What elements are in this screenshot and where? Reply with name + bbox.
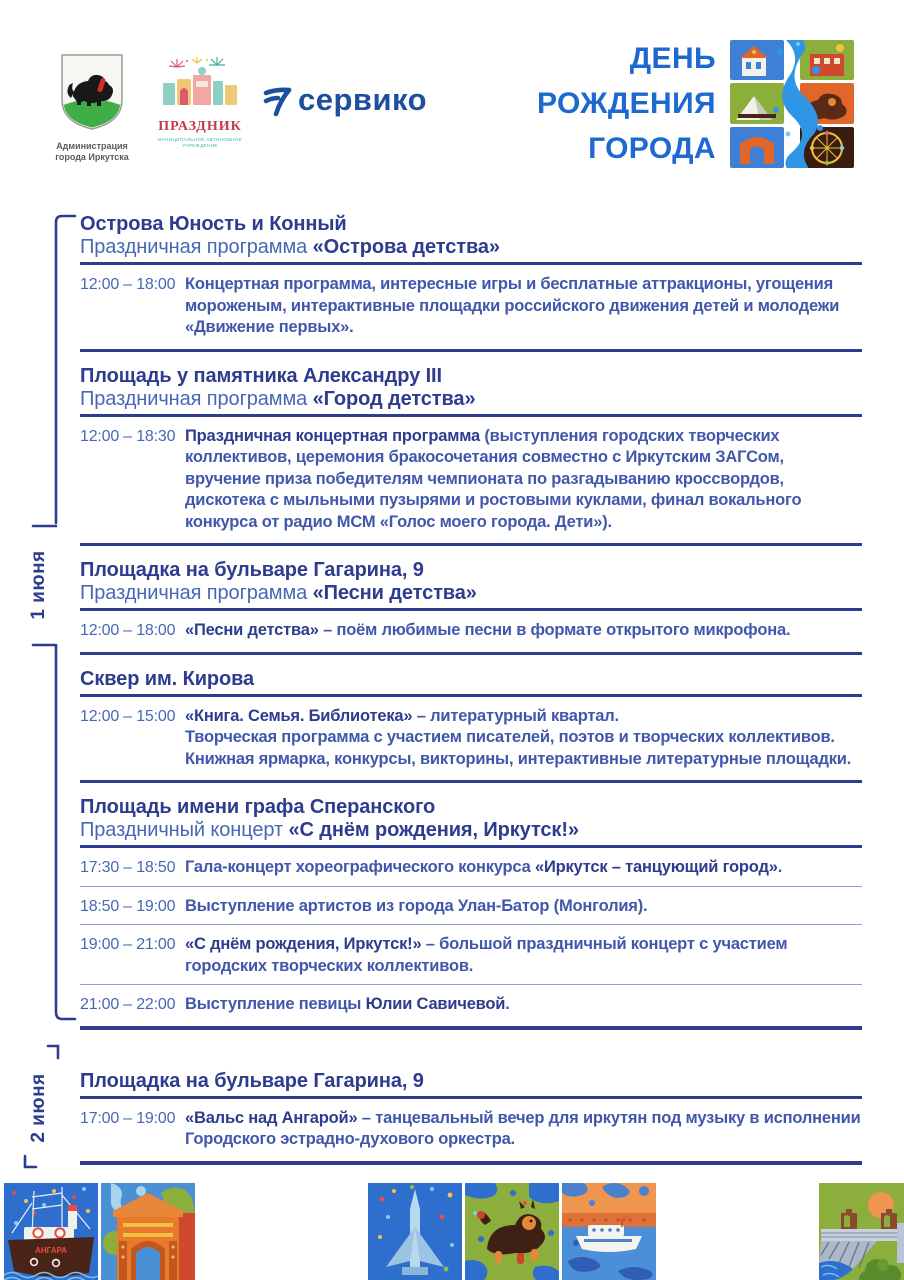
event-row [80, 611, 862, 649]
prazdnik-logo [152, 55, 248, 149]
text: Праздничная программа [80, 236, 313, 258]
fireworks-town-icon [155, 55, 245, 113]
event-time: 21:00 – 22:00 [80, 996, 176, 1013]
triumphal-arch-tile [101, 1183, 195, 1280]
event-time: 12:00 – 18:00 [80, 622, 176, 639]
event-description [185, 1108, 862, 1151]
text-bold: «Вальс над Ангарой» [185, 1108, 358, 1127]
text: Выступление артистов из города Улан-Батор (Монголия). [185, 896, 648, 915]
section-end-divider [80, 349, 862, 352]
text: Гала-концерт хореографического конкурса [185, 858, 535, 876]
event-description [185, 896, 862, 918]
event-section [80, 668, 862, 784]
section-subtitle [80, 582, 862, 605]
event-row [80, 697, 862, 778]
text: Выступление певицы [185, 995, 366, 1013]
poster-title-line: ДЕНЬ [629, 42, 716, 75]
text-bold: «С днём рождения, Иркутск!» [288, 819, 579, 841]
text-bold: «Песни детства» [185, 621, 319, 639]
text: . [505, 995, 510, 1013]
event-description [185, 426, 862, 534]
event-time: 12:00 – 18:00 [80, 276, 176, 293]
text: . [777, 858, 783, 876]
event-section [80, 559, 862, 655]
serviko-7-icon [262, 83, 294, 117]
rocket-monument-tile [368, 1183, 462, 1280]
poster-title-line: РОЖДЕНИЯ [536, 87, 716, 120]
day-label-june1: 1 июня [28, 550, 49, 620]
svg-text:АНГАРА: АНГАРА [35, 1246, 67, 1255]
event-row [80, 265, 862, 346]
section-end-divider [80, 652, 862, 655]
text: Праздничная программа [80, 582, 313, 604]
section-title: Сквер им. Кирова [80, 667, 255, 690]
event-description [185, 620, 862, 642]
text-bold: Юлии Савичевой [365, 995, 506, 1013]
text-bold: «Иркутск – танцующий город» [534, 858, 778, 876]
text-bold: «Книга. Семья. Библиотека» [185, 706, 413, 725]
event-row [80, 925, 862, 984]
admin-logo [50, 52, 134, 163]
section-end-divider [80, 780, 862, 783]
city-river-collage [728, 40, 856, 168]
event-section [80, 1070, 862, 1165]
event-time: 18:50 – 19:00 [80, 897, 176, 915]
text: Творческая программа с участием писателей, поэтов и творческих коллективов. Книжная ярмарка, конкурсы, викторины, интерактивные литературные площадки. [185, 728, 852, 768]
event-row [80, 848, 862, 886]
section-title: Площадка на бульваре Гагарина, 9 [80, 559, 424, 581]
day-end-divider [80, 1026, 862, 1030]
event-row [80, 887, 862, 925]
section-subtitle [80, 819, 862, 842]
poster-title-line: ГОРОДА [588, 132, 716, 165]
ship-angara-tile [4, 1183, 98, 1280]
section-subtitle [80, 388, 862, 411]
admin-logo-caption: Администрация города Иркутска [55, 141, 129, 162]
event-section [80, 796, 862, 1030]
section-title: Острова Юность и Конный [80, 213, 347, 235]
river-boat-tile [562, 1183, 656, 1280]
dam-tile [819, 1183, 904, 1280]
day-end-divider [80, 1161, 862, 1165]
prazdnik-logo-subtitle: МУНИЦИПАЛЬНОЕ АВТОНОМНОЕ УЧРЕЖДЕНИЕ [157, 137, 243, 148]
event-description [185, 994, 862, 1016]
text: – поём любимые песни в формате открытого микрофона. [318, 621, 791, 639]
day-group [80, 213, 862, 1030]
day-label-june2: 2 июня [28, 1073, 49, 1143]
event-description [185, 857, 862, 879]
text-bold: «Город детства» [312, 387, 476, 410]
event-row [80, 417, 862, 541]
event-time: 19:00 – 21:00 [80, 936, 176, 953]
event-row [80, 1099, 862, 1158]
event-time: 12:00 – 15:00 [80, 707, 176, 725]
serviko-logo-label: сервико [298, 82, 428, 117]
text-bold: «С днём рождения, Иркутск!» [185, 935, 422, 953]
section-subtitle [80, 236, 862, 259]
event-section [80, 365, 862, 547]
text: – литературный квартал. [412, 706, 619, 725]
section-end-divider [80, 543, 862, 546]
schedule [80, 205, 862, 1165]
text: Концертная программа, интересные игры и бесплатные аттракционы, угощения мороженым, интерактивные площадки российского движения детей и молодежи «Движение первых». [185, 275, 840, 336]
text: (выступления городских творческих коллективов, церемония бракосочетания совместно с Иркутским ЗАГСом, вручение приза победителям чемпионата по разгадыванию кроссвордов, дискотека с мыльными пузырями и ростовыми куклами, финал вокального конкурса от радио МСМ «Голос моего города. Дети»). [185, 426, 802, 531]
text-bold: Праздничная концертная программа [185, 426, 480, 445]
text: Праздничная программа [80, 387, 313, 410]
event-time: 17:30 – 18:50 [80, 859, 176, 876]
event-description [185, 274, 862, 339]
event-description [185, 706, 862, 771]
text-bold: «Песни детства» [312, 582, 477, 604]
irkutsk-coat-of-arms-icon [56, 52, 128, 132]
event-description [185, 934, 862, 977]
footer-artwork-strip [0, 1183, 904, 1280]
section-title: Площадь имени графа Сперанского [80, 796, 436, 818]
text: Праздничный концерт [80, 819, 289, 841]
event-time: 12:00 – 18:30 [80, 427, 176, 445]
poster-title [537, 36, 716, 171]
event-row [80, 985, 862, 1023]
section-title: Площадка на бульваре Гагарина, 9 [80, 1069, 424, 1092]
event-time: 17:00 – 19:00 [80, 1109, 176, 1127]
section-title: Площадь у памятника Александру III [80, 364, 442, 387]
text: – большой праздничный концерт с участием городских творческих коллективов. [185, 935, 788, 975]
serviko-logo [262, 82, 427, 118]
text-bold: «Острова детства» [312, 236, 500, 258]
event-section [80, 213, 862, 352]
text: – танцевальный вечер для иркутян под музыку в исполнении Городского эстрадно-духового оркестра. [185, 1108, 861, 1148]
babr-tile [465, 1183, 559, 1280]
day-group [80, 1070, 862, 1165]
prazdnik-logo-title: ПРАЗДНИК [158, 119, 242, 134]
